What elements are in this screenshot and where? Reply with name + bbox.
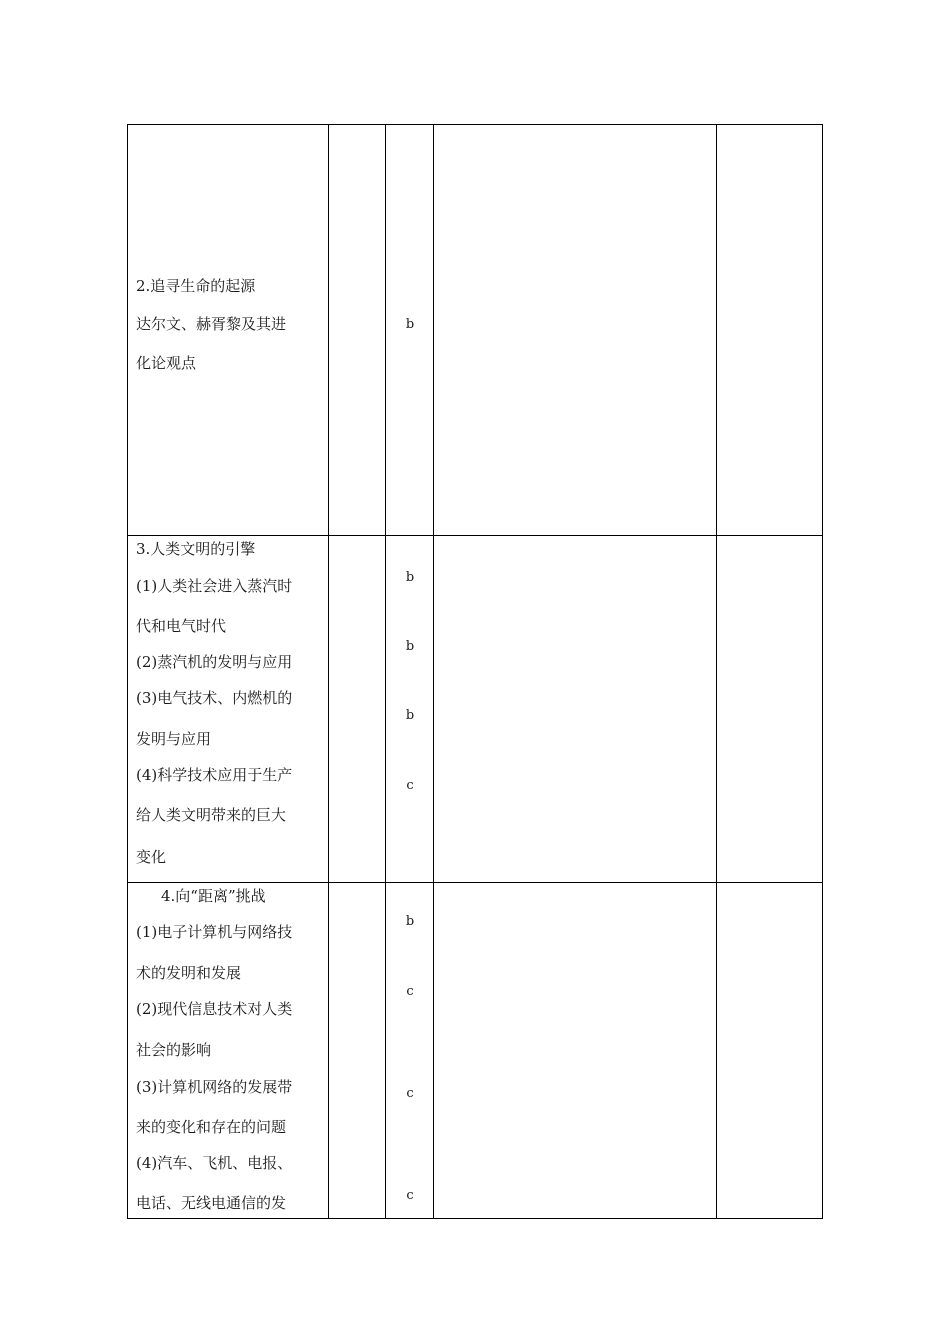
row2-line: (4)科学技术应用于生产 — [136, 766, 293, 784]
row2-level: b — [405, 639, 415, 654]
row2-line: (1)人类社会进入蒸汽时 — [136, 577, 293, 595]
row3-level: c — [406, 984, 414, 999]
row3-title: 4.向“距离”挑战 — [161, 887, 266, 905]
column-divider — [433, 125, 434, 1218]
row3-line: 社会的影响 — [136, 1041, 212, 1059]
column-divider — [716, 125, 717, 1218]
row3-line: 来的变化和存在的问题 — [136, 1118, 287, 1136]
row3-level: b — [405, 914, 415, 929]
row1-level: b — [405, 317, 415, 332]
row1-title: 2.追寻生命的起源 — [136, 277, 256, 295]
row3-line: 术的发明和发展 — [136, 964, 242, 982]
row3-line: 电话、无线电通信的发 — [136, 1194, 287, 1212]
row2-level: b — [405, 708, 415, 723]
row2-line: (3)电气技术、内燃机的 — [136, 689, 293, 707]
row2-level: b — [405, 570, 415, 585]
syllabus-table — [127, 124, 823, 1219]
row2-level: c — [406, 778, 414, 793]
row2-line: 发明与应用 — [136, 730, 212, 748]
column-divider — [328, 125, 329, 1218]
row3-level: c — [406, 1086, 414, 1101]
row2-line: (2)蒸汽机的发明与应用 — [136, 653, 293, 671]
row3-line: (1)电子计算机与网络技 — [136, 923, 293, 941]
row1-line: 达尔文、赫胥黎及其进 — [136, 315, 287, 333]
row2-line: 变化 — [136, 848, 167, 866]
row3-line: (3)计算机网络的发展带 — [136, 1078, 293, 1096]
row2-title: 3.人类文明的引擎 — [136, 540, 256, 558]
column-divider — [385, 125, 386, 1218]
row-divider — [128, 882, 822, 883]
row3-level: c — [406, 1188, 414, 1203]
row3-line: (2)现代信息技术对人类 — [136, 1000, 293, 1018]
row2-line: 给人类文明带来的巨大 — [136, 806, 287, 824]
row3-line: (4)汽车、飞机、电报、 — [136, 1154, 293, 1172]
row-divider — [128, 535, 822, 536]
row2-line: 代和电气时代 — [136, 617, 227, 635]
row1-line: 化论观点 — [136, 354, 197, 372]
